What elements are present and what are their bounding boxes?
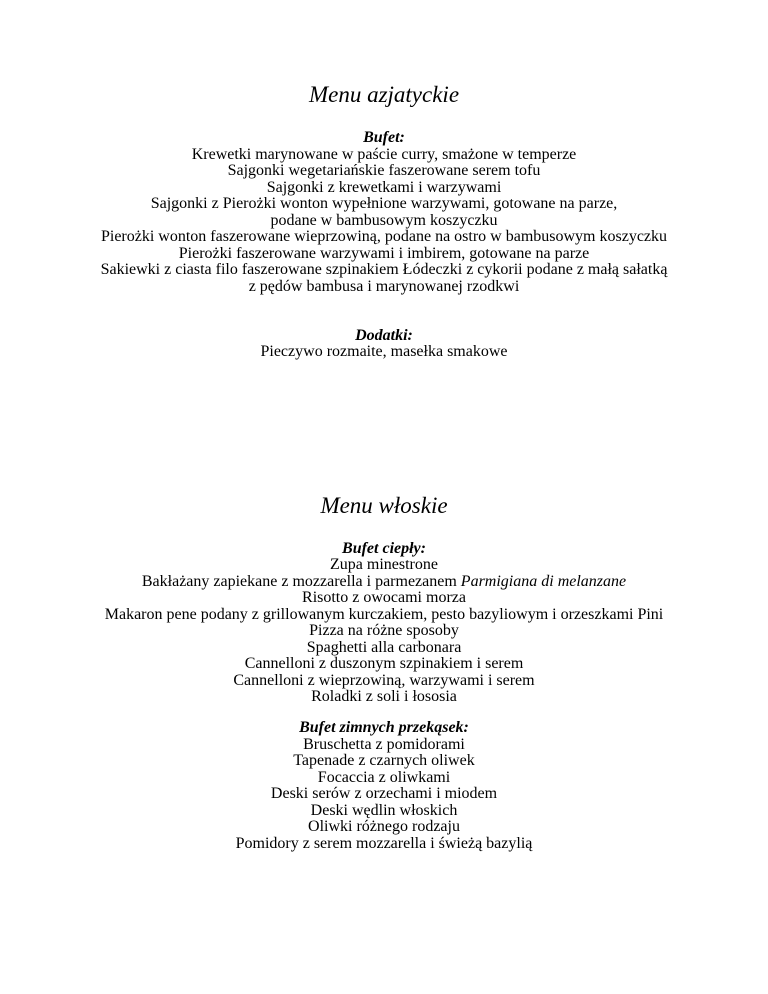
menu-item: Makaron pene podany z grillowanym kurczakiem, pesto bazyliowym i orzeszkami Pini <box>104 605 664 623</box>
asian-buffet-heading: Bufet: <box>363 129 405 146</box>
menu-item: Bruschetta z pomidorami <box>303 735 465 753</box>
menu-item: Roladki z soli i łososia <box>311 688 457 705</box>
menu-item: Bakłażany zapiekane z mozzarella i parmezanem Parmigiana di melanzane <box>141 572 627 590</box>
menu-item: Oliwki różnego rodzaju <box>308 818 460 835</box>
section-italian-menu <box>56 494 712 853</box>
menu-item: Sakiewki z ciasta filo faszerowane szpinakiem Łódeczki z cykorii podane z małą sałatką <box>100 261 668 278</box>
menu-item: Deski serów z orzechami i miodem <box>270 785 498 802</box>
italian-menu-title: Menu włoskie <box>320 492 448 518</box>
italian-cold-buffet-group <box>56 720 712 852</box>
menu-item: Sajgonki z Pierożki wonton wypełnione warzywami, gotowane na parze, <box>150 195 618 212</box>
italian-warm-buffet-heading: Bufet ciepły: <box>342 539 426 557</box>
menu-item: podane w bambusowym koszyczku <box>270 211 498 229</box>
italian-warm-buffet-group <box>56 541 712 706</box>
asian-extras-items <box>56 344 712 361</box>
asian-menu-title: Menu azjatyckie <box>308 82 460 107</box>
menu-item: Sajgonki wegetariańskie faszerowane serem tofu <box>227 162 541 179</box>
menu-item: Pizza na różne sposoby <box>309 622 459 639</box>
asian-buffet-items <box>56 147 712 296</box>
asian-buffet-group <box>56 130 712 295</box>
asian-extras-group <box>56 328 712 361</box>
menu-item: Cannelloni z duszonym szpinakiem i serem <box>244 655 524 672</box>
menu-item: Focaccia z oliwkami <box>317 768 451 786</box>
menu-item: Spaghetti alla carbonara <box>306 638 462 656</box>
menu-item: Risotto z owocami morza <box>302 589 466 606</box>
section-asian-menu <box>56 83 712 361</box>
menu-item: z pędów bambusa i marynowanej rzodkwi <box>248 277 520 295</box>
menu-item: Pierożki wonton faszerowane wieprzowiną, podane na ostro w bambusowym koszyczku <box>100 228 668 245</box>
italian-cold-buffet-items <box>56 737 712 853</box>
menu-item: Cannelloni z wieprzowiną, warzywami i serem <box>233 671 535 689</box>
menu-item: Sajgonki z krewetkami i warzywami <box>266 178 502 196</box>
menu-item: Zupa minestrone <box>330 556 438 573</box>
menu-item: Pieczywo rozmaite, masełka smakowe <box>260 343 508 360</box>
menu-item: Pierożki faszerowane warzywami i imbirem, gotowane na parze <box>178 244 590 262</box>
menu-item: Deski wędlin włoskich <box>310 801 458 819</box>
menu-item: Krewetki marynowane w paście curry, smażone w temperze <box>191 145 577 163</box>
italian-cold-buffet-heading: Bufet zimnych przekąsek: <box>299 719 469 736</box>
asian-extras-heading: Dodatki: <box>355 326 413 344</box>
menu-item: Pomidory z serem mozzarella i świeżą bazylią <box>235 834 533 852</box>
italian-warm-buffet-items <box>56 557 712 706</box>
menu-item: Tapenade z czarnych oliwek <box>293 752 475 769</box>
